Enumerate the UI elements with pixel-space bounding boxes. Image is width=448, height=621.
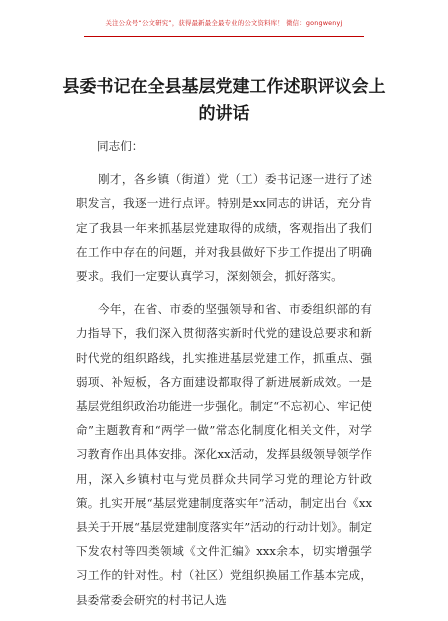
document-title: 县委书记在全县基层党建工作述职评议会上的讲话 [62,77,386,124]
paragraph: 刚才，各乡镇（街道）党（工）委书记逐一进行了述职发言，我逐一进行点评。特别是xx同志的讲话，充分肯定了我县一年来抓基层党建取得的成绩，客观指出了我们在工作中存在的问题，并对我县做好下步工作提出了明确要求。我们一定要认真学习，深刻领会，抓好落实。 [76,172,372,284]
promo-banner: 关注公众号“公文研究”，获得最新最全最专业的公文资料库！ 微信：gongwenyj [105,19,343,27]
banner-divider [84,36,364,37]
salutation: 同志们： [97,139,144,153]
paragraph: 今年，在省、市委的坚强领导和省、市委组织部的有力指导下，我们深入贯彻落实新时代党的建设总要求和新时代党的组织路线，扎实推进基层党建工作，抓重点、强弱项、补短板，各方面建设都取得了新进展新成效。一是基层党组织政治功能进一步强化。制定“不忘初心、牢记使命”主题教育和“两学一做”常态化制度化相关文件，对学习教育作出具体安排。深化xx活动，发挥县级领导领学作用，深入乡镇村屯与党员群众共同学习党的理论方针政策。扎实开展“基层党建制度落实年”活动，制定出台《xx县关于开展“基层党建制度落实年”活动的行动计划》。制定下发农村等四类领域《文件汇编》xxx余本，切实增强学习工作的针对性。村（社区）党组织换届工作基本完成，县委常委会研究的村书记人选 [76,302,372,607]
document-body [76,134,372,621]
